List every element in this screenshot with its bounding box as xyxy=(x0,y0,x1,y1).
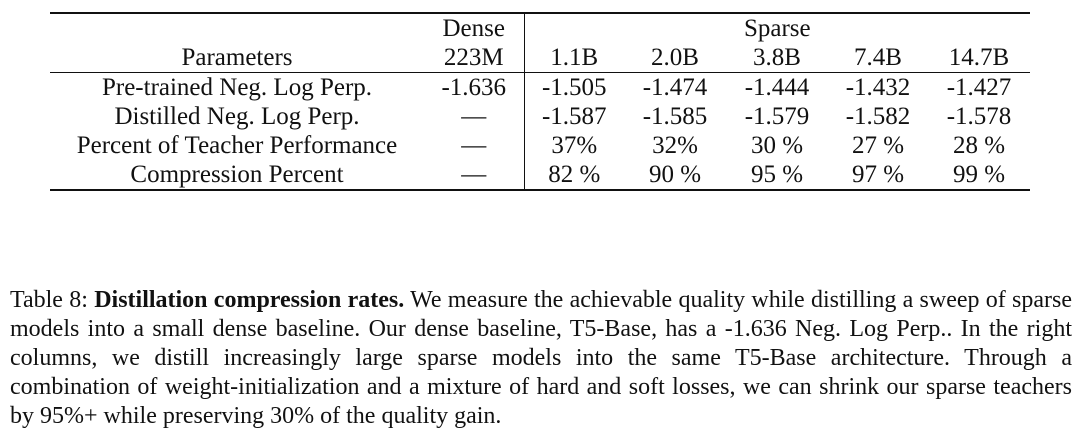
row-label: Distilled Neg. Log Perp. xyxy=(114,103,360,130)
table-cell: — xyxy=(424,160,524,190)
table-cell: 32% xyxy=(652,132,698,159)
column-header: 3.8B xyxy=(753,44,801,71)
table-cell: 99 % xyxy=(928,160,1030,190)
table-row xyxy=(50,131,1030,160)
column-header: 1.1B xyxy=(550,44,599,71)
table-cell: 30 % xyxy=(750,132,804,159)
table-cell: -1.579 xyxy=(744,103,810,130)
table-cell: 97 % xyxy=(828,160,928,190)
table-row xyxy=(50,160,1030,190)
table-cell: — xyxy=(424,102,524,131)
column-header: 14.7B xyxy=(948,44,1010,71)
column-header-row xyxy=(50,43,1030,73)
column-header: 2.0B xyxy=(651,44,699,71)
caption-label: Table 8: xyxy=(10,287,88,313)
group-header-empty xyxy=(50,13,424,43)
table-row xyxy=(50,73,1030,103)
table-cell: -1.582 xyxy=(845,103,911,130)
table-cell: -1.432 xyxy=(828,73,928,103)
distillation-table xyxy=(50,12,1030,191)
caption-body: We measure the achievable quality while distilling a sweep of sparse models into a small dense baseline. Our dense baseline, T5-Base, has a -1.636 Neg. Log Perp.. In the right columns, we distill increasingly large sparse models into the same T5-Base architecture. Through a combination of weight-initialization and a mixture of hard and soft losses, we can shrink our sparse teachers by 95%+ while preserving 30% of the quality gain. xyxy=(10,287,1073,429)
row-label: Compression Percent xyxy=(50,160,424,190)
group-header-sparse: Sparse xyxy=(524,13,1030,43)
table-cell: 90 % xyxy=(624,160,726,190)
table-cell: -1.444 xyxy=(726,73,828,103)
column-header: Parameters xyxy=(181,44,293,71)
table-caption xyxy=(10,286,1072,431)
row-label: Pre-trained Neg. Log Perp. xyxy=(50,73,424,103)
table-cell: -1.505 xyxy=(524,73,624,103)
column-header: 223M xyxy=(424,43,524,73)
table-cell: -1.427 xyxy=(928,73,1030,103)
results-table-container xyxy=(50,12,1030,191)
table-cell: -1.585 xyxy=(642,103,708,130)
group-header-row xyxy=(50,13,1030,43)
row-label: Percent of Teacher Performance xyxy=(76,132,398,159)
table-cell: 95 % xyxy=(726,160,828,190)
table-cell: -1.578 xyxy=(946,103,1012,130)
table-cell: 28 % xyxy=(952,132,1006,159)
table-row xyxy=(50,102,1030,131)
table-cell: -1.636 xyxy=(424,73,524,103)
table-cell: -1.587 xyxy=(541,103,607,130)
table-cell: 82 % xyxy=(524,160,624,190)
table-cell: -1.474 xyxy=(624,73,726,103)
table-cell: 37% xyxy=(551,132,598,159)
column-header: 7.4B xyxy=(854,44,902,71)
caption-title: Distillation compression rates. xyxy=(94,287,405,313)
group-header-dense: Dense xyxy=(424,13,524,43)
table-cell: 27 % xyxy=(851,132,905,159)
table-cell: — xyxy=(424,131,524,160)
